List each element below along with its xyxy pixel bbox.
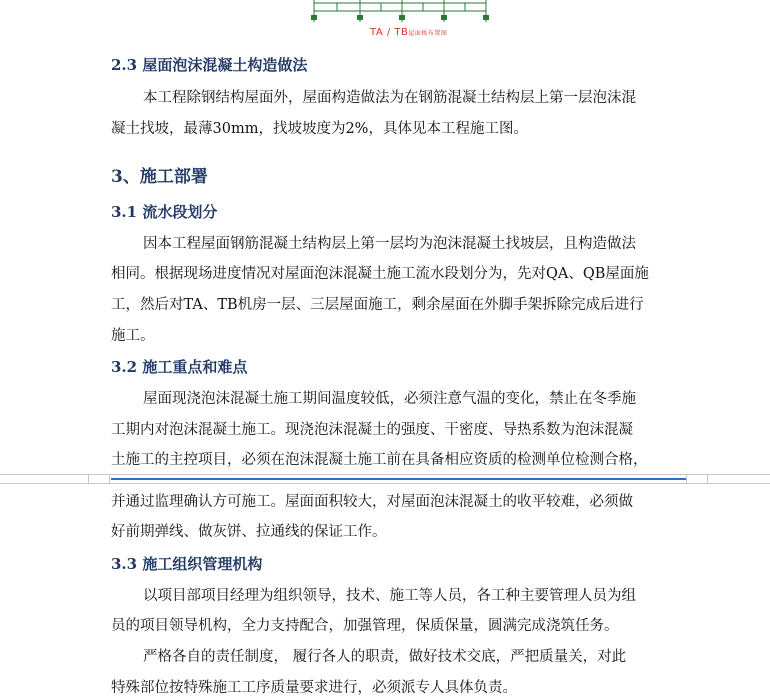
paragraph-line: 土施工的主控项目，必须在泡沫混凝土施工前在具备相应资质的检测单位检测合格， [111,452,648,468]
page-break-separator [0,474,770,486]
heading-3: 3、施工部署 [111,167,208,187]
paragraph-line: 凝土找坡，最薄30mm，找坡坡度为2%，具体见本工程施工图。 [111,121,528,137]
drawing-caption: TA / TB屋面板布置图 [370,27,448,38]
paragraph-line: 并通过监理确认方可施工。屋面面积较大，对屋面泡沫混凝土的收平较难，必须做 [111,494,633,510]
paragraph-line: 员的项目领导机构，全力支持配合，加强管理，保质保量，圆满完成浇筑任务。 [111,618,619,634]
paragraph-line: 屋面现浇泡沫混凝土施工期间温度较低，必须注意气温的变化，禁止在冬季施 [143,391,636,407]
paragraph-line: 好前期弹线、做灰饼、拉通线的保证工作。 [111,524,387,540]
heading-3-3: 3.3 施工组织管理机构 [111,555,263,573]
paragraph-line: 施工。 [111,328,155,344]
paragraph-line: 本工程除钢结构屋面外，屋面构造做法为在钢筋混凝土结构层上第一层泡沫混 [143,90,636,106]
paragraph-line: 因本工程屋面钢筋混凝土结构层上第一层均为泡沫混凝土找坡层，且构造做法 [143,236,636,252]
paragraph-line: 以项目部项目经理为组织领导，技术、施工等人员，各工种主要管理人员为组 [143,588,636,604]
heading-3-2: 3.2 施工重点和难点 [111,358,248,376]
paragraph-line: 相同。根据现场进度情况对屋面泡沫混凝土施工流水段划分为，先对QA、QB屋面施 [111,266,649,282]
paragraph-line: 工，然后对TA、TB机房一层、三层屋面施工，剩余屋面在外脚手架拆除完成后进行 [111,297,644,313]
heading-2-3: 2.3 屋面泡沫混凝土构造做法 [111,56,308,74]
paragraph-line: 工期内对泡沫混凝土施工。现浇泡沫混凝土的强度、干密度、导热系数为泡沫混凝 [111,422,633,438]
paragraph-line: 特殊部位按特殊施工工序质量要求进行，必须派专人具体负责。 [111,680,517,696]
heading-3-1: 3.1 流水段划分 [111,203,218,221]
paragraph-line: 严格各自的责任制度， 履行各人的职责，做好技术交底，严把质量关，对此 [143,649,627,665]
